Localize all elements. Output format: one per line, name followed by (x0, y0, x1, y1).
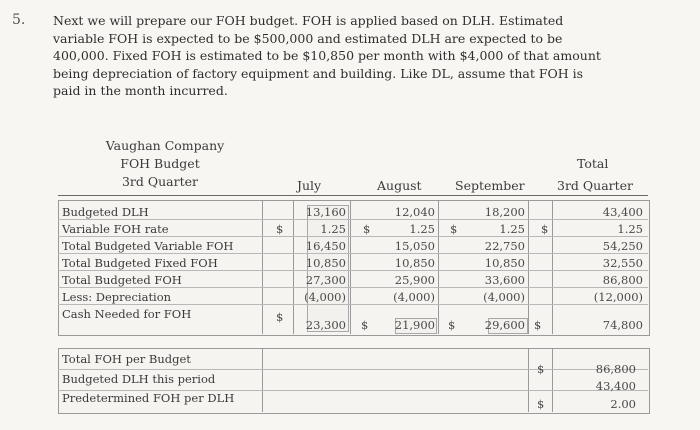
august-value: 15,050 (394, 239, 435, 253)
summary-value: 2.00 (610, 397, 636, 411)
paragraph-line: 400,000. Fixed FOH is estimated to be $10,850 per month with $4,000 of that amount (53, 48, 601, 63)
july-value: 13,160 (305, 205, 346, 219)
july-value: (4,000) (304, 290, 346, 304)
september-value: 29,600 (484, 318, 525, 332)
report-period: 3rd Quarter (121, 174, 199, 189)
july-value: 27,300 (305, 273, 346, 287)
row-line (58, 219, 648, 220)
september-value: 1.25 (499, 222, 525, 236)
row-line (58, 287, 648, 288)
august-value: 10,850 (394, 256, 435, 270)
col-header-total: Total (577, 156, 609, 171)
july-value: 16,450 (305, 239, 346, 253)
grid-line (552, 348, 553, 412)
dollar-sign: $ (448, 318, 456, 332)
july-value: 23,300 (305, 318, 346, 332)
summary-label: Budgeted DLH this period (62, 372, 216, 386)
row-label: Cash Needed for FOH (62, 307, 192, 321)
summary-value: 43,400 (595, 379, 636, 393)
row-line (58, 369, 648, 370)
dollar-sign: $ (534, 318, 542, 332)
row-line (58, 304, 648, 305)
summary-value: 86,800 (595, 362, 636, 376)
september-value: 18,200 (484, 205, 525, 219)
august-value: 21,900 (394, 318, 435, 332)
grid-line (293, 200, 294, 334)
dollar-sign: $ (450, 222, 458, 236)
company-name: Vaughan Company (105, 138, 225, 153)
row-label: Budgeted DLH (62, 205, 149, 219)
col-header-total-period: 3rd Quarter (557, 178, 634, 193)
september-value: 10,850 (484, 256, 525, 270)
paragraph-line: variable FOH is expected to be $500,000 and estimated DLH are expected to be (53, 30, 563, 46)
summary-label: Total FOH per Budget (62, 352, 191, 366)
col-header-september: September (455, 178, 525, 193)
september-value: 33,600 (484, 273, 525, 287)
grid-line (528, 348, 529, 412)
paragraph-line: being depreciation of factory equipment and building. Like DL, assume that FOH is (53, 65, 584, 81)
summary-label: Predetermined FOH per DLH (62, 391, 235, 405)
report-title: FOH Budget (120, 156, 200, 171)
grid-line (528, 200, 529, 334)
col-header-july: July (297, 178, 322, 193)
row-label: Total Budgeted Fixed FOH (62, 256, 218, 270)
grid-line (262, 200, 263, 334)
paragraph-line: Next we will prepare our FOH budget. FOH is applied based on DLH. Estimated (53, 13, 564, 28)
paragraph-line: paid in the month incurred. (53, 83, 228, 98)
dollar-sign: $ (541, 222, 549, 236)
august-value: 1.25 (409, 222, 435, 236)
grid-line (552, 200, 553, 334)
dollar-sign: $ (276, 222, 284, 236)
total-value: 54,250 (602, 239, 643, 253)
row-label: Variable FOH rate (62, 222, 169, 236)
row-line (58, 236, 648, 237)
total-value: 32,550 (602, 256, 643, 270)
row-label: Total Budgeted FOH (62, 273, 182, 287)
total-value: 1.25 (617, 222, 643, 236)
july-value: 10,850 (305, 256, 346, 270)
question-number: 5. (12, 12, 26, 28)
grid-line (438, 200, 439, 334)
row-line (58, 253, 648, 254)
september-value: 22,750 (484, 239, 525, 253)
dollar-sign: $ (361, 318, 369, 332)
problem-paragraph (53, 12, 601, 100)
row-label: Total Budgeted Variable FOH (62, 239, 234, 253)
total-value: 86,800 (602, 273, 643, 287)
august-value: 12,040 (394, 205, 435, 219)
september-value: (4,000) (483, 290, 525, 304)
july-value: 1.25 (320, 222, 346, 236)
dollar-sign: $ (537, 362, 545, 376)
total-value: (12,000) (593, 290, 643, 304)
total-value: 74,800 (602, 318, 643, 332)
total-value: 43,400 (602, 205, 643, 219)
row-label: Less: Depreciation (62, 290, 172, 304)
grid-line (262, 348, 263, 412)
header-rule (58, 195, 648, 196)
august-value: 25,900 (394, 273, 435, 287)
row-line (58, 270, 648, 271)
col-header-august: August (377, 178, 422, 193)
dollar-sign: $ (276, 310, 284, 324)
grid-line (350, 200, 351, 334)
dollar-sign: $ (363, 222, 371, 236)
august-value: (4,000) (393, 290, 435, 304)
dollar-sign: $ (537, 397, 545, 411)
